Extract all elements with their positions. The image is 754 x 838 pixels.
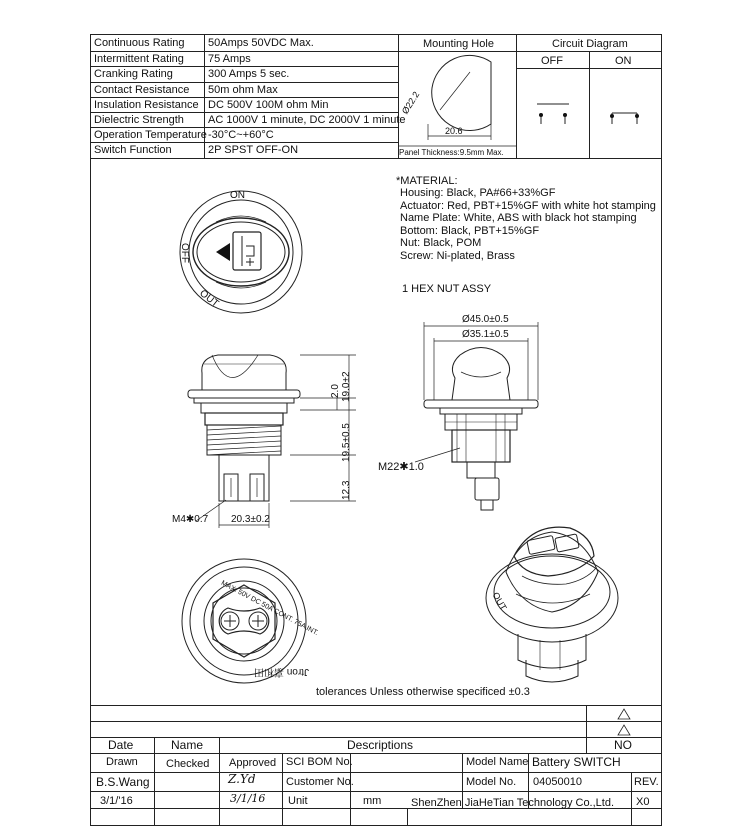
dim-19: 19.0±2	[341, 371, 352, 402]
spec-value: 50Amps 50VDC Max.	[208, 37, 314, 49]
circuit-symbols	[537, 104, 637, 124]
spec-value: 2P SPST OFF-ON	[208, 144, 299, 156]
material-line: Nut: Black, POM	[400, 237, 482, 249]
circuit-title: Circuit Diagram	[552, 38, 628, 50]
spec-value: 50m ohm Max	[208, 84, 278, 96]
tb-customer-no: Customer No.	[286, 776, 354, 788]
tb-approved-date: 3/1/16	[230, 792, 266, 805]
spec-label: Intermittent Rating	[94, 53, 184, 65]
tb-date-header: Date	[108, 738, 134, 752]
spec-label: Continuous Rating	[94, 37, 185, 49]
material-line: Name Plate: White, ABS with black hot stamping	[400, 212, 637, 224]
tb-no-header: NO	[614, 738, 632, 752]
circuit-off-label: OFF	[541, 55, 563, 67]
bottom-view-rating-text: MAX. 50V DC 50A CONT. 75A INT.	[219, 579, 320, 638]
material-line: Actuator: Red, PBT+15%GF with white hot stamping	[400, 199, 656, 212]
spec-value: 75 Amps	[208, 53, 251, 65]
front-view-dimensions	[415, 322, 538, 462]
material-heading: *MATERIAL:	[396, 175, 458, 187]
bottom-view-brand: Jtron 嘉和田	[254, 666, 310, 677]
panel-thickness-note: Panel Thickness:9.5mm Max.	[399, 148, 504, 157]
tb-drawn-date: 3/1/'16	[100, 795, 133, 807]
spec-label: Operation Temperature	[94, 129, 207, 141]
tb-rev-label: REV.	[634, 776, 659, 788]
top-view-on-label: ON	[230, 190, 245, 201]
material-line: Housing: Black, PA#66+33%GF	[400, 187, 556, 199]
sheet-border	[91, 35, 662, 826]
tb-drawn: Drawn	[106, 756, 138, 768]
spec-label: Switch Function	[94, 144, 172, 156]
dim-12-3: 12.3	[341, 480, 352, 500]
material-line: Screw: Ni-plated, Brass	[400, 249, 515, 262]
dim-45: Ø45.0±0.5	[462, 314, 509, 325]
tb-rev-value: X0	[636, 796, 650, 808]
spec-label: Dielectric Strength	[94, 114, 184, 126]
dim-2: 2.0	[330, 384, 341, 398]
dim-19-5: 19.5±0.5	[341, 423, 352, 462]
spec-value: DC 500V 100M ohm Min	[208, 99, 329, 111]
thread-m4: M4✱0.7	[172, 514, 209, 525]
tb-unit-label: Unit	[288, 795, 308, 807]
tb-sci-bom: SCI BOM No.	[286, 756, 353, 768]
tb-descriptions-header: Descriptions	[347, 738, 414, 752]
spec-value: -30°C~+60°C	[208, 129, 274, 141]
hex-nut-assy: 1 HEX NUT ASSY	[402, 283, 492, 295]
tb-checked: Checked	[166, 758, 210, 770]
tb-approved: Approved	[229, 757, 277, 769]
tb-model-no: 04050010	[533, 776, 582, 788]
material-line: Bottom: Black, PBT+15%GF	[400, 224, 540, 237]
spec-label: Insulation Resistance	[94, 99, 199, 111]
mounting-hole-diameter: Ø22.2	[399, 89, 422, 116]
front-view-figure	[424, 348, 538, 511]
mounting-hole-flat: 20.6	[445, 126, 463, 136]
circuit-on-label: ON	[615, 55, 632, 67]
top-view-off-label: OFF	[179, 243, 190, 263]
tb-model-name: Battery SWITCH	[532, 755, 621, 769]
thread-m22: M22✱1.0	[378, 461, 424, 473]
tb-unit-value: mm	[363, 795, 382, 807]
mounting-hole-title: Mounting Hole	[423, 38, 494, 50]
tb-approved-signature: Z.Yd	[228, 772, 256, 786]
tb-drawn-by: B.S.Wang	[96, 775, 150, 789]
dim-35-1: Ø35.1±0.5	[462, 329, 509, 340]
side-view-figure	[188, 355, 300, 501]
tb-model-no-label: Model No.	[466, 776, 517, 788]
spec-value: AC 1000V 1 minute, DC 2000V 1 minute	[208, 114, 406, 126]
spec-label: Contact Resistance	[94, 84, 190, 96]
spec-value: 300 Amps 5 sec.	[208, 68, 290, 80]
tb-company: ShenZhen JiaHeTian Technology Co.,Ltd.	[411, 797, 615, 809]
tb-name-header: Name	[171, 738, 204, 752]
top-view-out-label: OUT	[197, 288, 221, 310]
dim-20-3: 20.3±0.2	[231, 514, 270, 525]
iso-view-out-label: OUT	[490, 590, 509, 612]
tb-model-name-label: Model Name	[466, 756, 529, 768]
spec-label: Cranking Rating	[94, 68, 173, 80]
tolerance-note: tolerances Unless otherwise specificed ±0.3	[316, 686, 530, 698]
